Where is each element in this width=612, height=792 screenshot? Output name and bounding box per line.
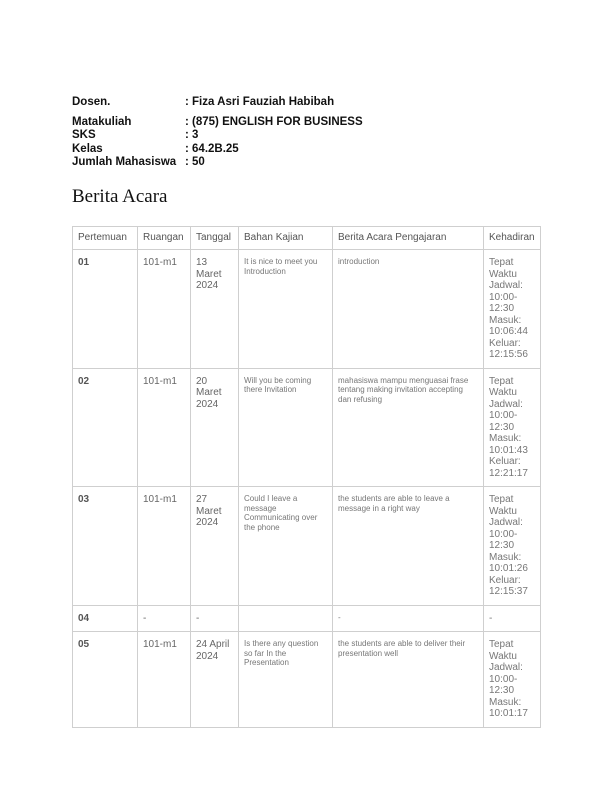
berita-acara-table: [72, 226, 541, 728]
cell-pertemuan: 02: [73, 368, 138, 487]
cell-berita-acara: -: [333, 605, 484, 632]
cell-pertemuan: 03: [73, 487, 138, 606]
cell-tanggal: -: [191, 605, 239, 632]
cell-tanggal: 24 April 2024: [191, 632, 239, 728]
table-row: [73, 368, 541, 487]
cell-tanggal: 20 Maret 2024: [191, 368, 239, 487]
cell-bahan-kajian: It is nice to meet you Introduction: [239, 250, 333, 369]
sks-label: SKS: [72, 129, 96, 141]
info-row-jumlah: [72, 156, 363, 170]
dosen-value: : Fiza Asri Fauziah Habibah: [185, 96, 335, 108]
cell-ruangan: 101-m1: [138, 368, 191, 487]
cell-berita-acara: introduction: [333, 250, 484, 369]
cell-pertemuan: 01: [73, 250, 138, 369]
table-row: [73, 487, 541, 606]
cell-bahan-kajian: Could I leave a message Communicating over the phone: [239, 487, 333, 606]
cell-bahan-kajian: Is there any question so far In the Presentation: [239, 632, 333, 728]
table-row: [73, 250, 541, 369]
page-title: Berita Acara: [72, 186, 168, 207]
cell-berita-acara: mahasiswa mampu menguasai frase tentang making invitation accepting dan refusing: [333, 368, 484, 487]
cell-tanggal: 27 Maret 2024: [191, 487, 239, 606]
header-kehadiran: Kehadiran: [484, 227, 541, 250]
jumlah-mahasiswa-value: : 50: [185, 156, 205, 168]
info-row-dosen: [72, 96, 363, 110]
cell-kehadiran: Tepat Waktu Jadwal: 10:00-12:30 Masuk: 10:01:17: [484, 632, 541, 728]
cell-bahan-kajian: Will you be coming there Invitation: [239, 368, 333, 487]
info-row-matakuliah: [72, 116, 363, 130]
sks-value: : 3: [185, 129, 199, 141]
matakuliah-value: : (875) ENGLISH FOR BUSINESS: [185, 115, 363, 128]
cell-kehadiran: Tepat Waktu Jadwal: 10:00-12:30 Masuk: 10:01:26 Keluar: 12:15:37: [484, 487, 541, 606]
header-tanggal: Tanggal: [191, 227, 239, 250]
info-row-sks: [72, 129, 363, 143]
matakuliah-label: Matakuliah: [72, 115, 132, 128]
header-bahan-kajian: Bahan Kajian: [239, 227, 333, 250]
cell-ruangan: 101-m1: [138, 632, 191, 728]
dosen-label: Dosen.: [72, 96, 111, 108]
header-berita-acara: Berita Acara Pengajaran: [333, 227, 484, 250]
kelas-label: Kelas: [72, 142, 103, 155]
header-pertemuan: Pertemuan: [73, 227, 138, 250]
cell-kehadiran: -: [484, 605, 541, 632]
cell-pertemuan: 04: [73, 605, 138, 632]
jumlah-mahasiswa-label: Jumlah Mahasiswa: [72, 156, 177, 168]
cell-bahan-kajian: [239, 605, 333, 632]
cell-berita-acara: the students are able to deliver their presentation well: [333, 632, 484, 728]
cell-kehadiran: Tepat Waktu Jadwal: 10:00-12:30 Masuk: 10:06:44 Keluar: 12:15:56: [484, 250, 541, 369]
course-info: [72, 96, 363, 170]
info-row-kelas: [72, 143, 363, 157]
cell-ruangan: 101-m1: [138, 487, 191, 606]
cell-ruangan: -: [138, 605, 191, 632]
kelas-value: : 64.2B.25: [185, 142, 239, 155]
table-row: [73, 632, 541, 728]
header-ruangan: Ruangan: [138, 227, 191, 250]
cell-berita-acara: the students are able to leave a message in a right way: [333, 487, 484, 606]
cell-tanggal: 13 Maret 2024: [191, 250, 239, 369]
table-row: [73, 605, 541, 632]
cell-pertemuan: 05: [73, 632, 138, 728]
cell-kehadiran: Tepat Waktu Jadwal: 10:00-12:30 Masuk: 10:01:43 Keluar: 12:21:17: [484, 368, 541, 487]
cell-ruangan: 101-m1: [138, 250, 191, 369]
table-header-row: [73, 227, 541, 250]
